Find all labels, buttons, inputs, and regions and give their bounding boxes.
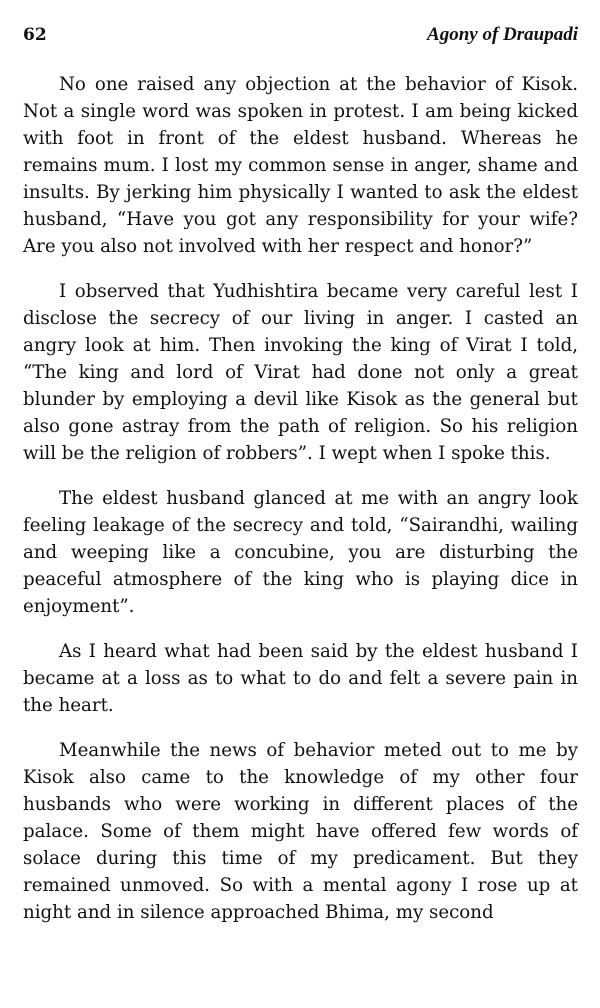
page-header — [23, 24, 578, 46]
page-number: 62 — [23, 25, 47, 45]
paragraph: I observed that Yudhishtira became very careful lest I disclose the secrecy of our living in anger. I casted an angry look at him. Then invoking the king of Virat I told, “The king and lord of Virat had done not only a great blunder by employing a devil like Kisok as the general but also gone astray from the path of religion. So his religion will be the religion of robbers”. I wept when I spoke this. — [23, 281, 578, 464]
running-title: Agony of Draupadi — [427, 24, 578, 45]
body-text — [23, 71, 578, 926]
paragraph: The eldest husband glanced at me with an angry look feeling leakage of the secrecy and told, “Sairandhi, wailing and weeping like a concubine, you are disturbing the peaceful atmosphere of the king who is playing dice in enjoyment”. — [23, 488, 578, 617]
paragraph: No one raised any objection at the behavior of Kisok. Not a single word was spoken in protest. I am being kicked with foot in front of the eldest husband. Whereas he remains mum. I lost my common sense in anger, shame and insults. By jerking him physically I wanted to ask the eldest husband, “Have you got any responsibility for your wife? Are you also not involved with her respect and honor?” — [23, 74, 578, 257]
paragraph: Meanwhile the news of behavior meted out to me by Kisok also came to the knowledge of my other four husbands who were working in different places of the palace. Some of them might have offered few words of solace during this time of my predicament. But they remained unmoved. So with a mental agony I rose up at night and in silence approached Bhima, my second — [23, 740, 578, 923]
paragraph: As I heard what had been said by the eldest husband I became at a loss as to what to do and felt a severe pain in the heart. — [23, 641, 578, 716]
